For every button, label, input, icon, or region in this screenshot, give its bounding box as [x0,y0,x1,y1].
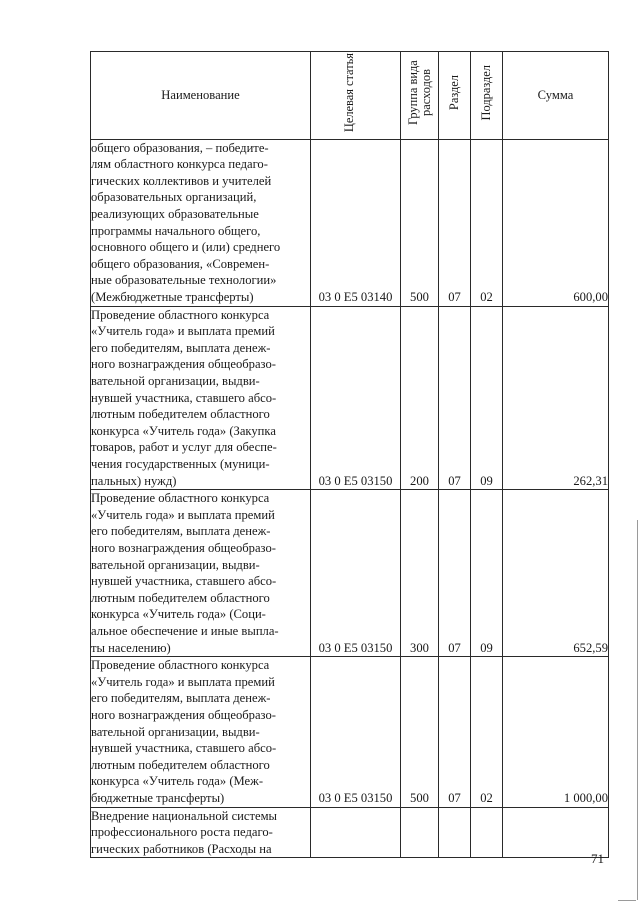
row-target-article-cell [311,490,401,657]
row-target-article-cell [311,807,401,858]
row-expense-group: 500 [410,289,429,304]
row-name-line: чения государственных (муници- [91,456,270,471]
row-name-line: «Учитель года» и выплата премий [91,507,275,522]
row-target-article-cell [311,657,401,807]
row-target-article-cell [311,306,401,490]
row-target-article: 03 0 E5 03150 [318,790,393,805]
row-subsection: 02 [480,289,493,304]
row-name-line: пальных) нужд) [91,473,177,488]
row-name-cell [91,490,311,657]
row-sum: 652,59 [573,640,608,655]
row-name-line: нувшей участника, ставшего абсо- [91,741,277,756]
row-name-line: профессионального роста педаго- [91,825,273,840]
row-subsection: 02 [480,790,493,805]
row-name-line: Внедрение национальной системы [91,808,278,823]
row-name-line: программы начального общего, [91,223,261,238]
row-name-cell [91,306,311,490]
row-expense-group-cell [401,306,439,490]
row-expense-group-cell [401,807,439,858]
budget-table [90,51,609,858]
row-sum: 1 000,00 [563,790,608,805]
row-name-line: основного общего и (или) среднего [91,240,281,255]
header-subsection [471,52,503,140]
header-subsection-label: Подраздел [479,65,493,121]
row-name-line: бюджетные трансферты) [91,790,225,805]
header-section [439,52,471,140]
row-name-line: «Учитель года» и выплата премий [91,674,275,689]
header-name: Наименование [91,52,311,140]
row-expense-group: 200 [410,473,429,488]
row-subsection-cell [471,306,503,490]
row-name-line: лютным победителем областного [91,407,270,422]
row-name-line: его победителям, выплата денеж- [91,524,271,539]
row-expense-group-cell [401,657,439,807]
row-name-line: товаров, работ и услуг для обеспе- [91,440,277,455]
row-subsection-cell [471,490,503,657]
row-section-cell [439,306,471,490]
row-name-line: (Межбюджетные трансферты) [91,289,254,304]
header-expense-group [401,52,439,140]
row-target-article: 03 0 E5 03150 [318,640,393,655]
row-section: 07 [448,640,461,655]
row-name-line: Проведение областного конкурса [91,658,270,673]
row-name-line: образовательных организаций, [91,190,257,205]
row-name-line: гических работников (Расходы на [91,841,272,856]
header-section-label: Раздел [447,75,461,111]
row-sum-cell [503,657,609,807]
row-name-line: общего образования, – победите- [91,140,269,155]
page-number: 71 [591,851,604,866]
header-sum: Сумма [503,52,609,140]
row-target-article: 03 0 E5 03140 [318,289,393,304]
row-expense-group-cell [401,139,439,306]
row-name-line: гических коллективов и учителей [91,173,272,188]
row-name-line: ные образовательные технологии» [91,273,277,288]
row-sum: 600,00 [573,289,608,304]
row-name-line: нувшей участника, ставшего абсо- [91,390,277,405]
row-name-line: конкурса «Учитель года» (Меж- [91,774,264,789]
row-section-cell [439,807,471,858]
row-name-line: общего образования, «Современ- [91,256,270,271]
row-name-cell [91,657,311,807]
row-name-line: Проведение областного конкурса [91,491,270,506]
header-expense-group-label: Группа вида расходов [405,60,433,126]
scan-edge-tick [618,900,636,901]
row-name-line: ного вознаграждения общеобразо- [91,707,276,722]
row-name-line: нувшей участника, ставшего абсо- [91,574,277,589]
row-name-line: конкурса «Учитель года» (Закупка [91,423,276,438]
row-section: 07 [448,790,461,805]
row-name-line: ты населению) [91,640,171,655]
row-expense-group: 500 [410,790,429,805]
table-row [91,306,609,490]
row-sum-cell [503,490,609,657]
row-sum-cell [503,306,609,490]
row-name-line: вательной организации, выдви- [91,724,260,739]
row-expense-group-cell [401,490,439,657]
row-name-line: ного вознаграждения общеобразо- [91,540,276,555]
row-target-article-cell [311,139,401,306]
row-name-cell [91,139,311,306]
table-row [91,139,609,306]
table-header-row [91,52,609,140]
table-body [91,139,609,858]
row-name-line: лям областного конкурса педаго- [91,157,268,172]
row-name-line: лютным победителем областного [91,757,270,772]
row-name-line: лютным победителем областного [91,590,270,605]
row-name-line: Проведение областного конкурса [91,307,270,322]
row-subsection-cell [471,807,503,858]
row-target-article: 03 0 E5 03150 [318,473,393,488]
row-section: 07 [448,289,461,304]
row-section-cell [439,657,471,807]
header-target-article-label: Целевая статья [341,53,356,133]
row-name-line: его победителям, выплата денеж- [91,340,271,355]
row-name-line: «Учитель года» и выплата премий [91,324,275,339]
row-sum-cell [503,139,609,306]
row-name-line: вательной организации, выдви- [91,373,260,388]
table-row [91,657,609,807]
row-section-cell [439,139,471,306]
row-subsection-cell [471,139,503,306]
row-name-line: его победителям, выплата денеж- [91,691,271,706]
row-name-cell [91,807,311,858]
row-name-line: вательной организации, выдви- [91,557,260,572]
row-subsection-cell [471,657,503,807]
row-name-line: реализующих образовательные [91,206,259,221]
row-subsection: 09 [480,473,493,488]
header-target-article [311,52,401,140]
table-row [91,490,609,657]
scan-edge-line [637,520,638,900]
row-name-line: конкурса «Учитель года» (Соци- [91,607,266,622]
row-name-line: ного вознаграждения общеобразо- [91,357,276,372]
row-subsection: 09 [480,640,493,655]
row-section: 07 [448,473,461,488]
row-expense-group: 300 [410,640,429,655]
row-section-cell [439,490,471,657]
table-row [91,807,609,858]
row-name-line: альное обеспечение и иные выпла- [91,623,279,638]
row-sum: 262,31 [573,473,608,488]
